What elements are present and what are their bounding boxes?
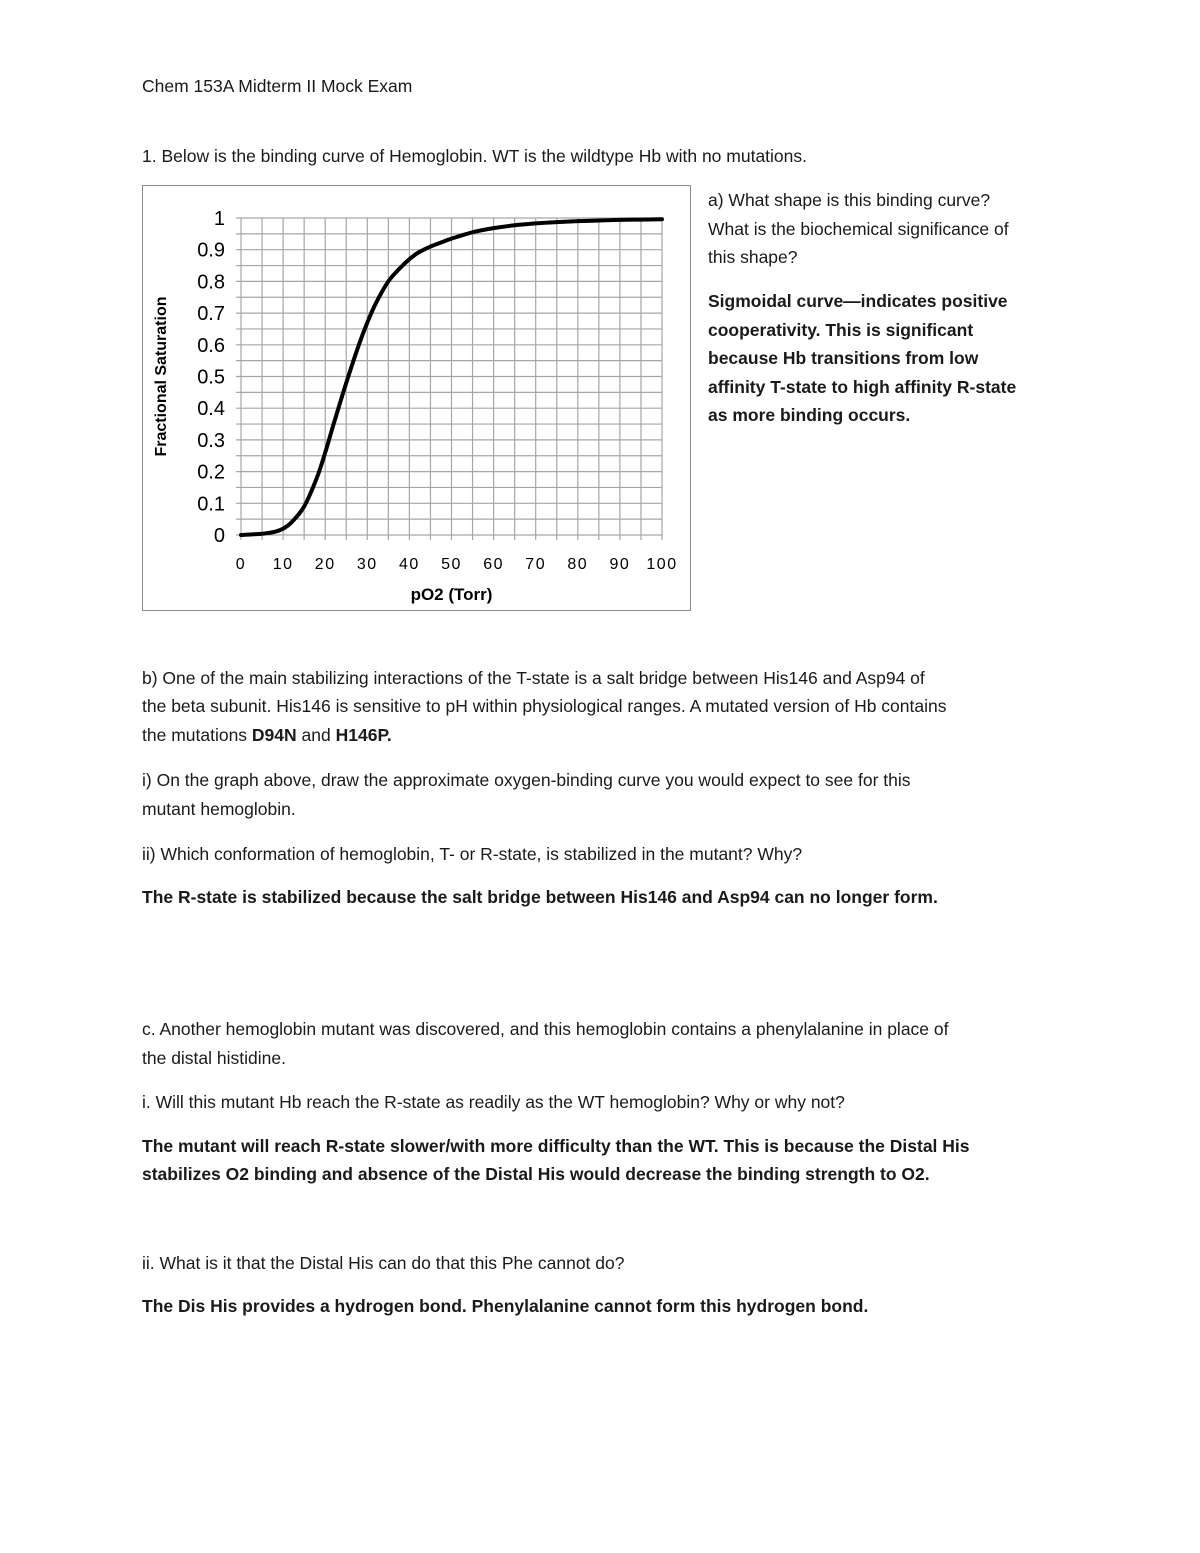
- x-tick-label: 80: [567, 556, 589, 573]
- answer-ci-line: The mutant will reach R-state slower/with more difficulty than the WT. This is because the Distal His: [142, 1136, 970, 1156]
- x-tick-label: 30: [356, 556, 378, 573]
- question-a-line: a) What shape is this binding curve?: [708, 190, 991, 210]
- answer-a-line: as more binding occurs.: [708, 405, 911, 425]
- mutation-d94n: D94N: [251, 725, 297, 745]
- mutations-prefix: the mutations: [142, 725, 252, 745]
- y-tick-label: 0.9: [197, 239, 225, 262]
- y-tick-label: 0.5: [197, 366, 225, 389]
- y-tick-label: 0.2: [197, 461, 225, 484]
- answer-cii: The Dis His provides a hydrogen bond. Phenylalanine cannot form this hydrogen bond.: [142, 1296, 869, 1316]
- question-a: [708, 186, 1068, 272]
- question-bi-line: mutant hemoglobin.: [142, 799, 296, 819]
- x-tick-label: 90: [609, 556, 631, 573]
- question-1-prompt: 1. Below is the binding curve of Hemoglobin. WT is the wildtype Hb with no mutations.: [142, 146, 807, 166]
- y-tick-label: 0.8: [197, 271, 225, 294]
- x-tick-label: 10: [272, 556, 294, 573]
- question-ci: i. Will this mutant Hb reach the R-state as readily as the WT hemoglobin? Why or why not?: [142, 1092, 845, 1112]
- x-tick-label: 20: [314, 556, 336, 573]
- question-b-line-3: [142, 723, 392, 747]
- question-b-line: the beta subunit. His146 is sensitive to pH within physiological ranges. A mutated version of Hb contains: [142, 696, 947, 716]
- question-cii: ii. What is it that the Distal His can do that this Phe cannot do?: [142, 1253, 625, 1273]
- y-tick-label: 0.7: [197, 303, 225, 326]
- x-tick-label: 40: [399, 556, 420, 573]
- x-axis-title: pO2 (Torr): [410, 585, 493, 604]
- question-bi-line: i) On the graph above, draw the approximate oxygen-binding curve you would expect to see for this: [142, 770, 911, 790]
- x-tick-label: 100: [646, 556, 678, 573]
- y-tick-label: 1: [213, 208, 225, 230]
- question-c-line: c. Another hemoglobin mutant was discovered, and this hemoglobin contains a phenylalanine in place of: [142, 1019, 949, 1039]
- answer-a-line: cooperativity. This is significant: [708, 319, 974, 340]
- y-tick-label: 0: [213, 525, 225, 547]
- answer-ci-line: stabilizes O2 binding and absence of the Distal His would decrease the binding strength to O2.: [142, 1164, 930, 1184]
- x-tick-label: 50: [441, 556, 462, 573]
- question-a-line: this shape?: [708, 247, 798, 267]
- question-b-line: b) One of the main stabilizing interactions of the T-state is a salt bridge between His146 and Asp94 of: [142, 668, 925, 688]
- y-tick-label: 0.6: [197, 334, 225, 357]
- question-c-line: the distal histidine.: [142, 1048, 286, 1068]
- question-bii: ii) Which conformation of hemoglobin, T- or R-state, is stabilized in the mutant? Why?: [142, 844, 803, 864]
- y-axis-title: Fractional Saturation: [153, 296, 170, 457]
- question-a-line: What is the biochemical significance of: [708, 218, 1009, 239]
- chart-svg: [143, 186, 692, 612]
- answer-a-line: Sigmoidal curve—indicates positive: [708, 291, 1008, 311]
- mutations-and: and: [296, 725, 336, 745]
- answer-bii: The R-state is stabilized because the salt bridge between His146 and Asp94 can no longer form.: [142, 887, 938, 907]
- y-tick-label: 0.1: [197, 493, 225, 516]
- binding-curve-chart: [142, 185, 691, 611]
- answer-a-line: because Hb transitions from low: [708, 348, 979, 368]
- y-tick-label: 0.3: [197, 429, 225, 452]
- x-tick-label: 0: [235, 556, 247, 573]
- x-tick-label: 60: [483, 556, 504, 573]
- mutation-h146p: H146P.: [335, 725, 392, 745]
- y-tick-label: 0.4: [197, 398, 225, 421]
- page-header: Chem 153A Midterm II Mock Exam: [142, 76, 413, 96]
- x-tick-label: 70: [525, 556, 547, 573]
- answer-a-line: affinity T-state to high affinity R-state: [708, 376, 1017, 397]
- answer-a: [708, 287, 1068, 430]
